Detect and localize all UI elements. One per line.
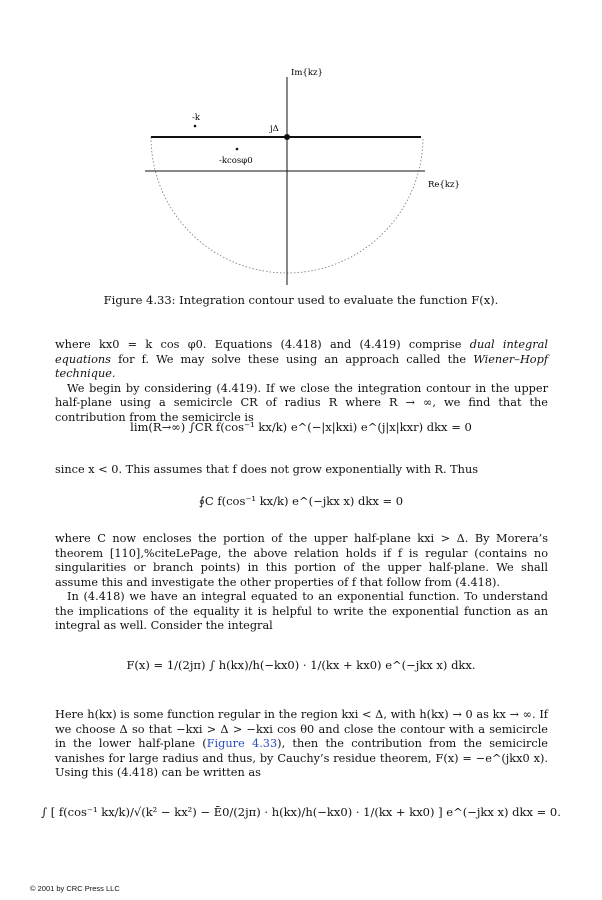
- contour-figure: [0, 0, 602, 290]
- j-delta-point: [284, 134, 290, 140]
- paragraph-5: In (4.418) we have an integral equated to an exponential function. To understand the implications of the equality it is helpful to write the exponential function as an integral as well. Consider the integral: [55, 590, 548, 632]
- j-delta-label: jΔ: [270, 124, 279, 134]
- pole-k-label: -k: [192, 113, 201, 123]
- equation-2: ∮C f(cos⁻¹ kx/k) e^(−jkx x) dkx = 0: [198, 494, 404, 508]
- equation-4: ∫ [ f(cos⁻¹ kx/k)/√(k² − kx²) − Ē0/(2jπ) · h(kx)/h(−kx0) · 1/(kx + kx0) ] e^(−jkx x) dkx = 0.: [41, 805, 561, 819]
- para1-emphasis-2: Wiener–Hopf technique.: [55, 352, 549, 380]
- pole-minus-k: [194, 125, 197, 128]
- paragraph-4: where C now encloses the portion of the upper half-plane kxi > Δ. By Morera’s theorem [110],%citeLePage, the above relation holds if f is regular (contains no singularities or branch points) in this portion of the upper half-plane. We shall assume this and investigate the other properties of f that follow from (4.418).: [55, 532, 548, 589]
- re-axis-label: Re{kz}: [428, 180, 460, 190]
- pole-kcos: [236, 148, 239, 151]
- para1-emphasis: dual integral equations: [55, 338, 548, 366]
- para1-text-b: for f. We may solve these using an approach called the: [118, 352, 467, 366]
- im-axis-label: Im{kz}: [291, 68, 323, 78]
- paragraph-4-block: [55, 532, 548, 634]
- kcos-label: -kcosφ0: [219, 156, 253, 166]
- paragraph-3: since x < 0. This assumes that f does not grow exponentially with R. Thus: [55, 463, 479, 476]
- figure-link[interactable]: Figure 4.33: [206, 737, 278, 750]
- paragraph-1: [55, 338, 548, 425]
- paragraph-2: We begin by considering (4.419). If we close the integration contour in the upper half-plane using a semicircle CR of radius R where R → ∞, we find that the contribution from the semicircle is: [55, 381, 548, 424]
- para6-text-b: ), then the contribution from the semicircle vanishes for large radius and thus, by Cauchy’s residue theorem, F(x) = −e^(jkx0 x). Using this (4.418) can be written as: [55, 737, 548, 779]
- paragraph-6: [55, 708, 548, 781]
- para6-text-a: Here h(kx) is some function regular in the region kxi < Δ, with h(kx) → 0 as kx → ∞. If we choose Δ so that −kxi > Δ > −kxi cos θ0 and close the contour with a semicircle in the lower half-plane (: [55, 708, 548, 750]
- para1-text-a: where kx0 = k cos φ0. Equations (4.418) and (4.419) comprise: [55, 338, 462, 351]
- figure-caption: Figure 4.33: Integration contour used to evaluate the function F(x).: [103, 293, 499, 307]
- equation-3: F(x) = 1/(2jπ) ∫ h(kx)/h(−kx0) · 1/(kx + kx0) e^(−jkx x) dkx.: [126, 658, 476, 672]
- copyright-footer: © 2001 by CRC Press LLC: [30, 884, 120, 893]
- equation-1: lim(R→∞) ∫CR f(cos⁻¹ kx/k) e^(−|x|kxi) e^(j|x|kxr) dkx = 0: [130, 420, 472, 434]
